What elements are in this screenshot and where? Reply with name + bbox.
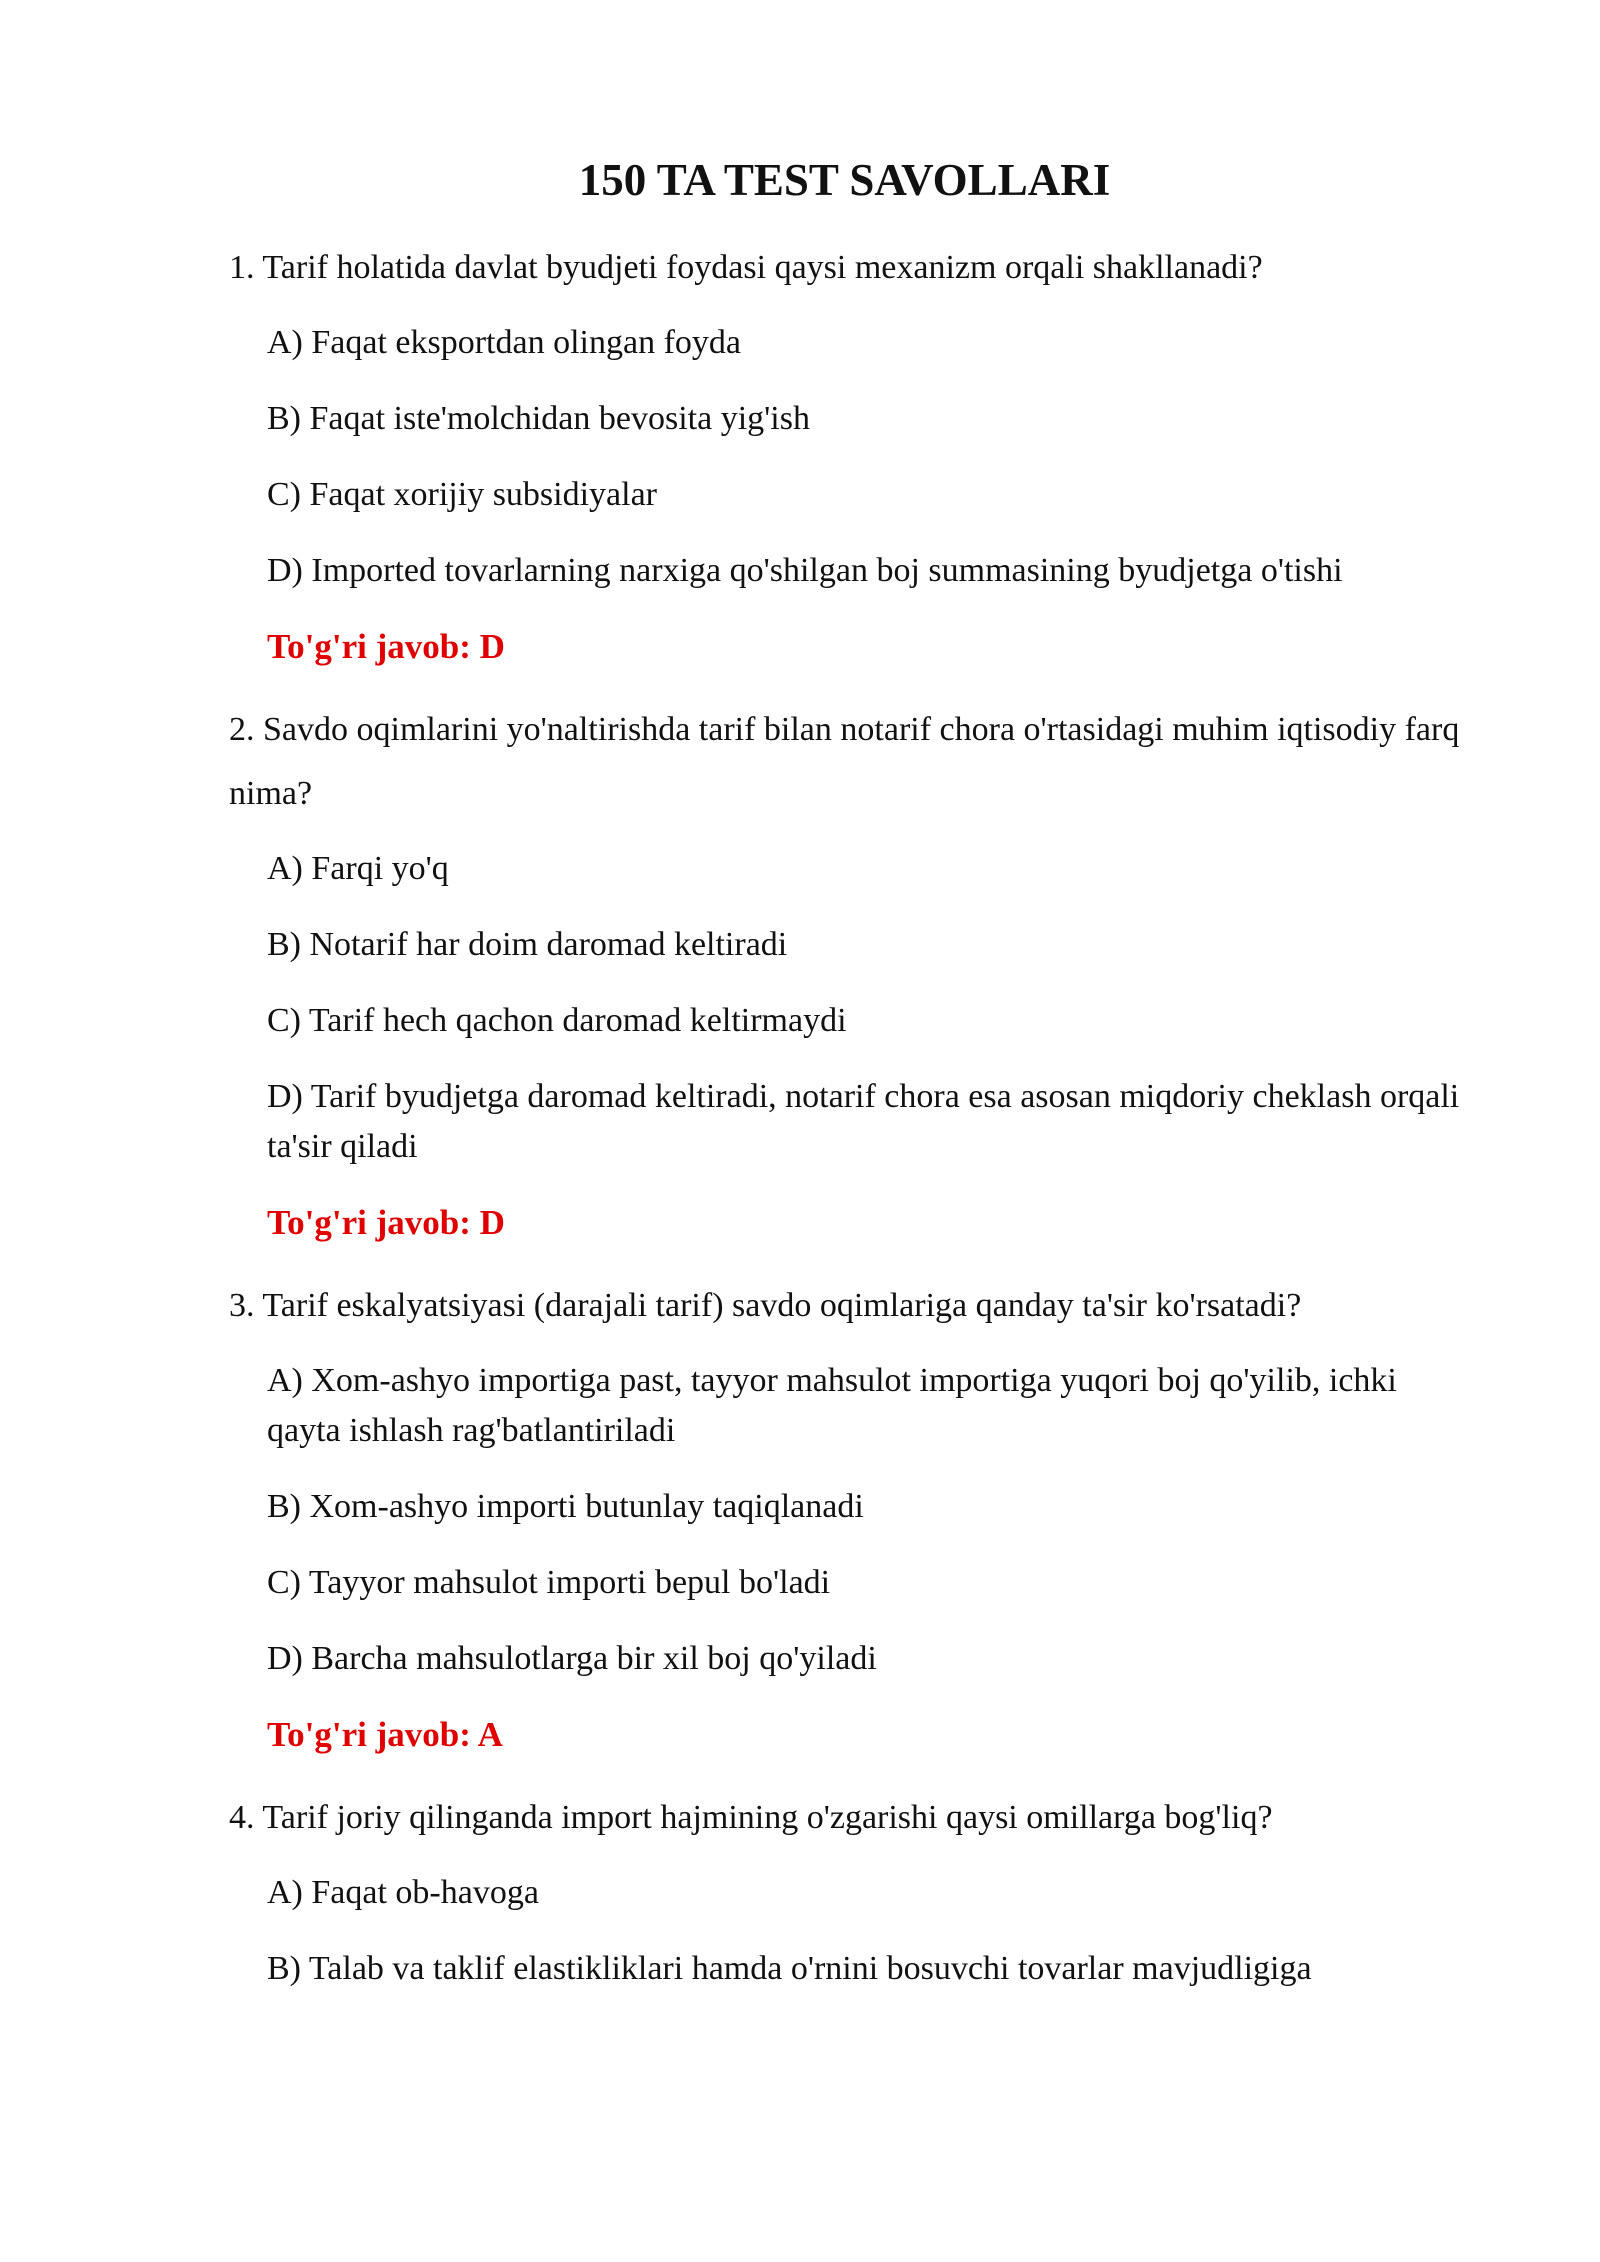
option-d: D) Barcha mahsulotlarga bir xil boj qo'yiladi [267,1640,877,1677]
option-b: B) Faqat iste'molchidan bevosita yig'ish [267,400,810,437]
options-list [229,844,1460,1248]
option-a: A) Faqat eksportdan olingan foyda [267,324,741,361]
option-a: A) Xom-ashyo importiga past, tayyor mahsulot importiga yuqori boj qo'yilib, ichki qayta ishlash rag'batlantiriladi [267,1362,1397,1449]
option-c: C) Faqat xorijiy subsidiyalar [267,476,658,513]
option-b: B) Xom-ashyo importi butunlay taqiqlanadi [267,1488,864,1525]
question-block-2 [229,698,1460,1248]
option-c: C) Tarif hech qachon daromad keltirmaydi [267,1002,847,1039]
question-text: 1. Tarif holatida davlat byudjeti foydasi qaysi mexanizm orqali shakllanadi? [229,249,1263,286]
option-b: B) Talab va taklif elastikliklari hamda o'rnini bosuvchi tovarlar mavjudligiga [267,1950,1312,1987]
option-d: D) Tarif byudjetga daromad keltiradi, notarif chora esa asosan miqdoriy cheklash orqali ta'sir qiladi [267,1078,1460,1165]
question-text: 4. Tarif joriy qilinganda import hajmining o'zgarishi qaysi omillarga bog'liq? [229,1799,1273,1836]
question-text: 2. Savdo oqimlarini yo'naltirishda tarif bilan notarif chora o'rtasidagi muhim iqtisodiy farq nima? [229,711,1460,812]
question-block-3 [229,1274,1460,1760]
question-block-4 [229,1786,1460,1994]
options-list [229,318,1460,672]
correct-answer: To'g'ri javob: A [267,1715,503,1754]
correct-answer: To'g'ri javob: D [267,627,505,666]
option-d: D) Imported tovarlarning narxiga qo'shilgan boj summasining byudjetga o'tishi [267,552,1343,589]
question-text: 3. Tarif eskalyatsiyasi (darajali tarif) savdo oqimlariga qanday ta'sir ko'rsatadi? [229,1287,1302,1324]
page-title: 150 TA TEST SAVOLLARI [578,155,1111,205]
option-c: C) Tayyor mahsulot importi bepul bo'ladi [267,1564,831,1601]
options-list [229,1868,1460,1994]
option-b: B) Notarif har doim daromad keltiradi [267,926,788,963]
question-block-1 [229,236,1460,672]
correct-answer: To'g'ri javob: D [267,1203,505,1242]
options-list [229,1356,1460,1760]
option-a: A) Faqat ob-havoga [267,1874,539,1911]
option-a: A) Farqi yo'q [267,850,449,887]
